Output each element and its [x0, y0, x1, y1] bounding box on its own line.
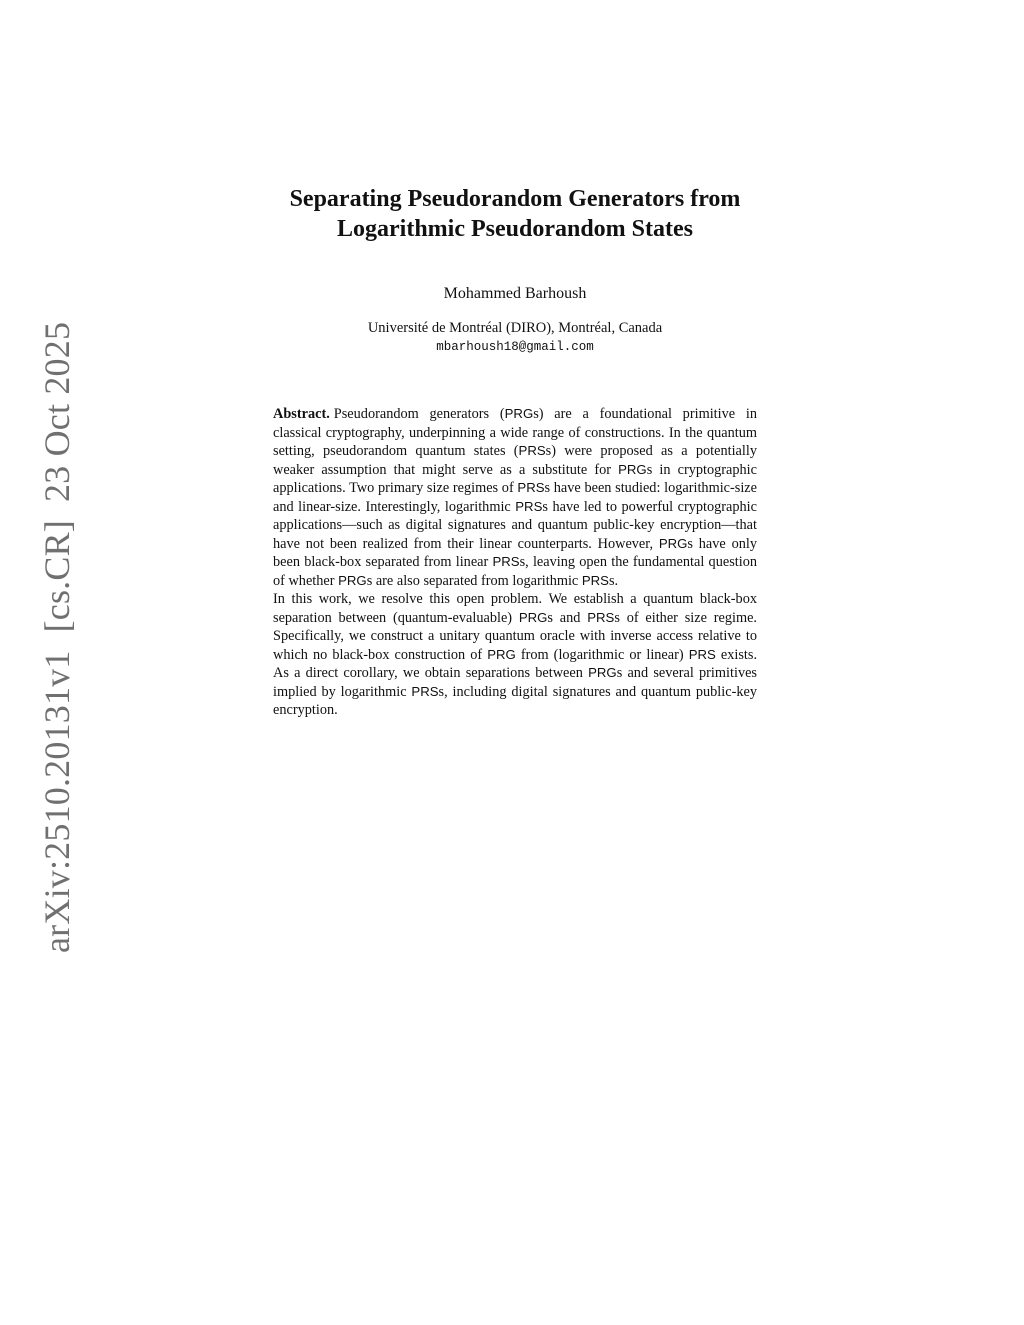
arxiv-category: [cs.CR]	[37, 520, 77, 633]
abstract-p2-text: s, including digital signatures and quantum public-key encryption.	[273, 683, 758, 718]
abstract-paragraph-1	[273, 405, 757, 590]
title-block	[230, 184, 800, 244]
abstract-p2-text: s of either size regime. Specifically, we construct a unitary quantum oracle with inverse access relative to which no black-box construction of	[273, 609, 758, 663]
abstract-p1-acronym: PRS	[492, 554, 520, 569]
paper-title-line-2: Logarithmic Pseudorandom States	[337, 216, 693, 242]
abstract-p2-acronym: PRG	[518, 609, 548, 625]
arxiv-id: arXiv:2510.20131v1	[37, 650, 77, 953]
abstract	[273, 405, 757, 720]
abstract-p2-acronym: PRS	[587, 609, 615, 625]
abstract-p1-acronym: PRG	[618, 461, 647, 477]
abstract-p1-text: s) are a foundational primitive in classical cryptography, underpinning a wide range of constructions. In the quantum setting, pseudorandom quantum states (	[273, 406, 757, 459]
abstract-paragraph-2	[273, 590, 757, 720]
author-email: mbarhoush18@gmail.com	[436, 340, 594, 354]
abstract-p1-text: s are also separated from logarithmic	[366, 572, 582, 589]
abstract-p1-acronym: PRS	[517, 480, 545, 495]
paper-title	[230, 184, 800, 244]
abstract-p1-text: s have been studied: logarithmic-size and linear-size. Interestingly, logarithmic	[273, 480, 757, 515]
abstract-p1-acronym: PRS	[518, 443, 546, 458]
author-affiliation: Université de Montréal (DIRO), Montréal, Canada	[367, 320, 663, 336]
abstract-p2-text: In this work, we resolve this open problem. We establish a quantum black-box separation between (quantum-evaluable)	[273, 591, 757, 626]
abstract-label: Abstract.	[273, 406, 330, 422]
abstract-paragraph-1-body	[273, 406, 757, 589]
abstract-p2-text: from (logarithmic or linear)	[515, 646, 689, 663]
abstract-p1-text: s in cryptographic applications. Two primary size regimes of	[273, 461, 757, 496]
abstract-p1-text: s have led to powerful cryptographic applications—such as digital signatures and quantum public-key encryption—that have not been realized from their linear counterparts. However,	[273, 498, 758, 552]
paper-title-line-1: Separating Pseudorandom Generators from	[289, 186, 741, 212]
abstract-p1-acronym: PRG	[338, 572, 367, 588]
abstract-p1-text: s, leaving open the fundamental question of whether	[273, 554, 757, 589]
abstract-p2-acronym: PRG	[588, 665, 617, 680]
abstract-p2-text: exists. As a direct corollary, we obtain separations between	[273, 646, 758, 681]
abstract-p2-text: s and several primitives implied by logarithmic	[273, 665, 757, 700]
abstract-p1-text: s have only been black-box separated from linear	[273, 535, 757, 570]
abstract-p2-acronym: PRS	[688, 646, 716, 662]
abstract-p1-text: s.	[608, 572, 619, 589]
abstract-p2-acronym: PRS	[411, 683, 439, 699]
abstract-p1-acronym: PRS	[515, 498, 543, 514]
abstract-p1-acronym: PRS	[581, 572, 609, 588]
abstract-p1-text: s) were proposed as a potentially weaker assumption that might serve as a substitute for	[273, 443, 757, 478]
abstract-p2-acronym: PRG	[487, 646, 516, 662]
arxiv-date: 23 Oct 2025	[37, 321, 77, 503]
abstract-p1-acronym: PRG	[504, 406, 534, 421]
abstract-p1-acronym: PRG	[658, 535, 688, 551]
author-name: Mohammed Barhoush	[443, 285, 587, 302]
abstract-p2-text: s and	[547, 609, 588, 626]
abstract-p1-text: Pseudorandom generators (	[333, 406, 505, 422]
arxiv-identifier-stamp	[37, 321, 77, 953]
